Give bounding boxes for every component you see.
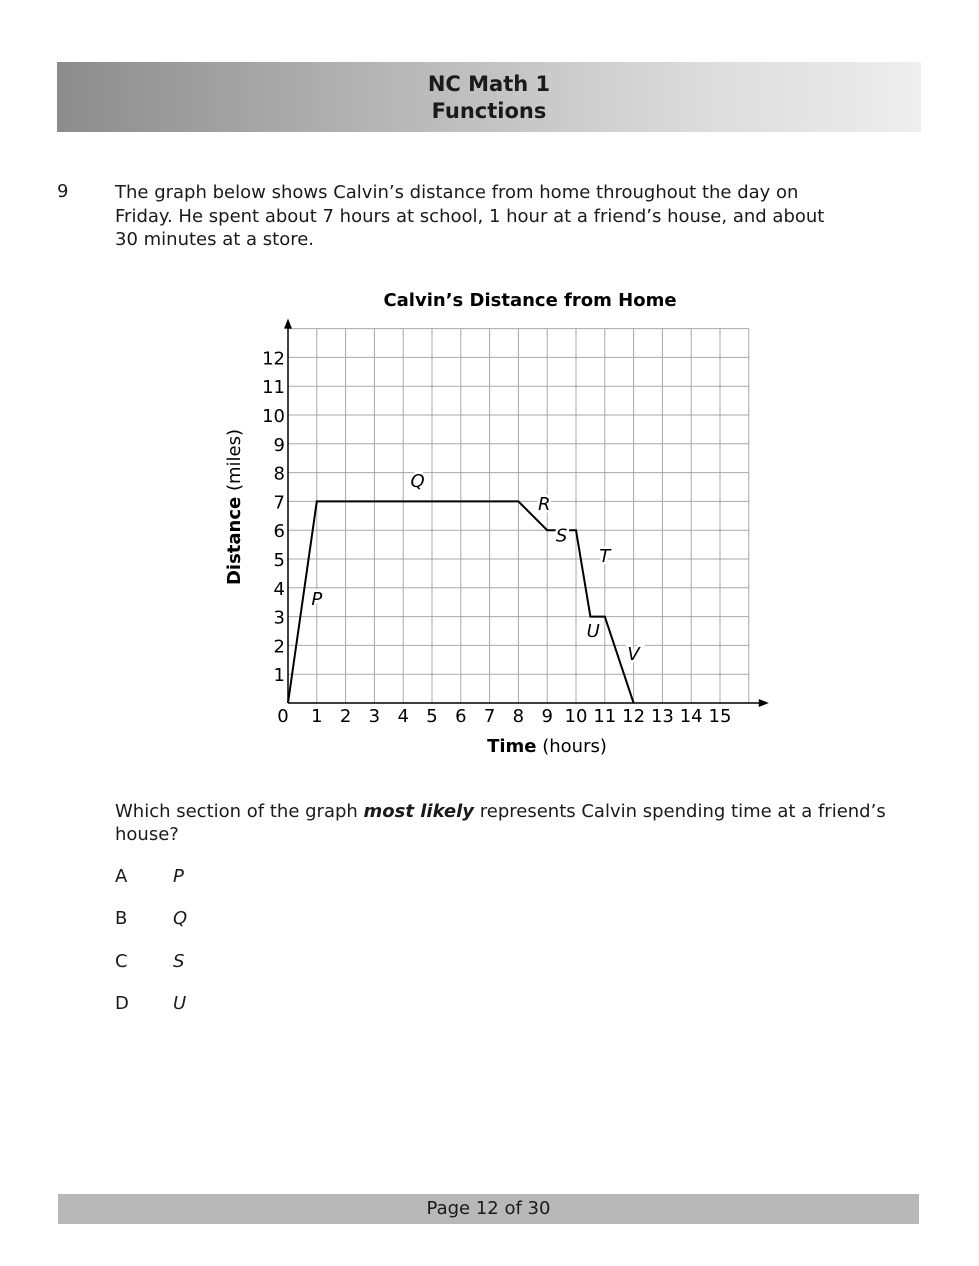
y-tick-label: 6 bbox=[273, 521, 285, 543]
y-axis-arrow bbox=[284, 319, 292, 329]
x-tick-label: 6 bbox=[455, 706, 467, 727]
segment-label-r: R bbox=[538, 494, 551, 516]
chart-segment-labels bbox=[311, 471, 641, 665]
x-tick-label: 12 bbox=[622, 706, 646, 727]
chart-axes bbox=[284, 319, 769, 707]
y-tick-label: 2 bbox=[273, 636, 285, 658]
y-tick-label: 12 bbox=[262, 348, 285, 370]
x-tick-label: 3 bbox=[368, 706, 381, 727]
header-unit: Functions bbox=[431, 99, 547, 123]
page-footer: Page 12 of 30 bbox=[58, 1194, 919, 1224]
chart-tick-labels bbox=[262, 348, 731, 727]
answer-option-a[interactable] bbox=[115, 866, 184, 887]
y-tick-label: 7 bbox=[273, 492, 285, 514]
x-tick-label: 15 bbox=[708, 706, 732, 727]
y-tick-label: 1 bbox=[273, 665, 285, 687]
x-tick-label: 0 bbox=[277, 706, 289, 727]
segment-label-q: Q bbox=[410, 471, 425, 492]
segment-label-u: U bbox=[586, 620, 600, 642]
x-tick-label: 8 bbox=[512, 706, 525, 727]
question-intro: The graph below shows Calvin’s distance from home throughout the day on Friday. He spent about 7 hours at school, 1 hour at a friend’s house, and about 30 minutes at a store. bbox=[115, 182, 825, 250]
y-axis-label bbox=[224, 429, 245, 585]
prompt-before: Which section of the graph bbox=[115, 801, 364, 822]
question-prompt bbox=[115, 800, 895, 846]
option-letter: C bbox=[115, 951, 128, 972]
option-letter: B bbox=[115, 908, 128, 929]
answer-option-d[interactable] bbox=[115, 993, 186, 1014]
prompt-after: represents Calvin spending time at a friend’s house? bbox=[115, 801, 886, 845]
segment-label-v: V bbox=[627, 643, 640, 665]
chart-grid bbox=[288, 329, 749, 703]
answer-option-c[interactable] bbox=[115, 951, 184, 972]
y-tick-label: 4 bbox=[273, 578, 285, 600]
segment-label-p: P bbox=[311, 589, 323, 611]
y-axis-label-bold: Distance bbox=[224, 496, 245, 586]
y-tick-label: 11 bbox=[262, 377, 285, 399]
option-value: U bbox=[173, 993, 187, 1014]
segment-label-t: T bbox=[599, 545, 611, 567]
x-tick-label: 14 bbox=[679, 706, 703, 727]
y-tick-label: 3 bbox=[273, 607, 285, 629]
chart-title: Calvin’s Distance from Home bbox=[383, 290, 677, 311]
x-tick-label: 11 bbox=[593, 706, 617, 727]
answer-option-b[interactable] bbox=[115, 908, 187, 929]
prompt-emphasis: most likely bbox=[363, 801, 475, 822]
x-tick-label: 5 bbox=[426, 706, 438, 727]
x-tick-label: 9 bbox=[541, 706, 553, 727]
segment-label-s: S bbox=[555, 525, 568, 547]
option-letter: A bbox=[115, 866, 128, 887]
x-tick-label: 1 bbox=[311, 706, 323, 727]
option-value: Q bbox=[173, 908, 188, 929]
x-tick-label: 13 bbox=[650, 706, 674, 727]
x-axis-label bbox=[487, 736, 607, 757]
x-tick-label: 4 bbox=[397, 706, 409, 727]
option-value: S bbox=[173, 951, 185, 972]
y-tick-label: 5 bbox=[273, 550, 285, 571]
option-value: P bbox=[173, 866, 184, 887]
header-course: NC Math 1 bbox=[427, 72, 551, 96]
x-axis-arrow bbox=[759, 699, 769, 707]
y-tick-label: 8 bbox=[273, 463, 285, 485]
x-axis-label-bold: Time bbox=[487, 736, 537, 757]
option-letter: D bbox=[115, 993, 129, 1014]
y-axis-label-units: (miles) bbox=[224, 428, 245, 497]
x-tick-label: 10 bbox=[564, 706, 588, 727]
question-number: 9 bbox=[57, 181, 69, 202]
y-tick-label: 10 bbox=[262, 406, 285, 427]
x-tick-label: 2 bbox=[339, 706, 352, 727]
x-axis-label-units: (hours) bbox=[536, 736, 607, 757]
x-tick-label: 7 bbox=[483, 706, 496, 727]
y-tick-label: 9 bbox=[273, 434, 285, 456]
